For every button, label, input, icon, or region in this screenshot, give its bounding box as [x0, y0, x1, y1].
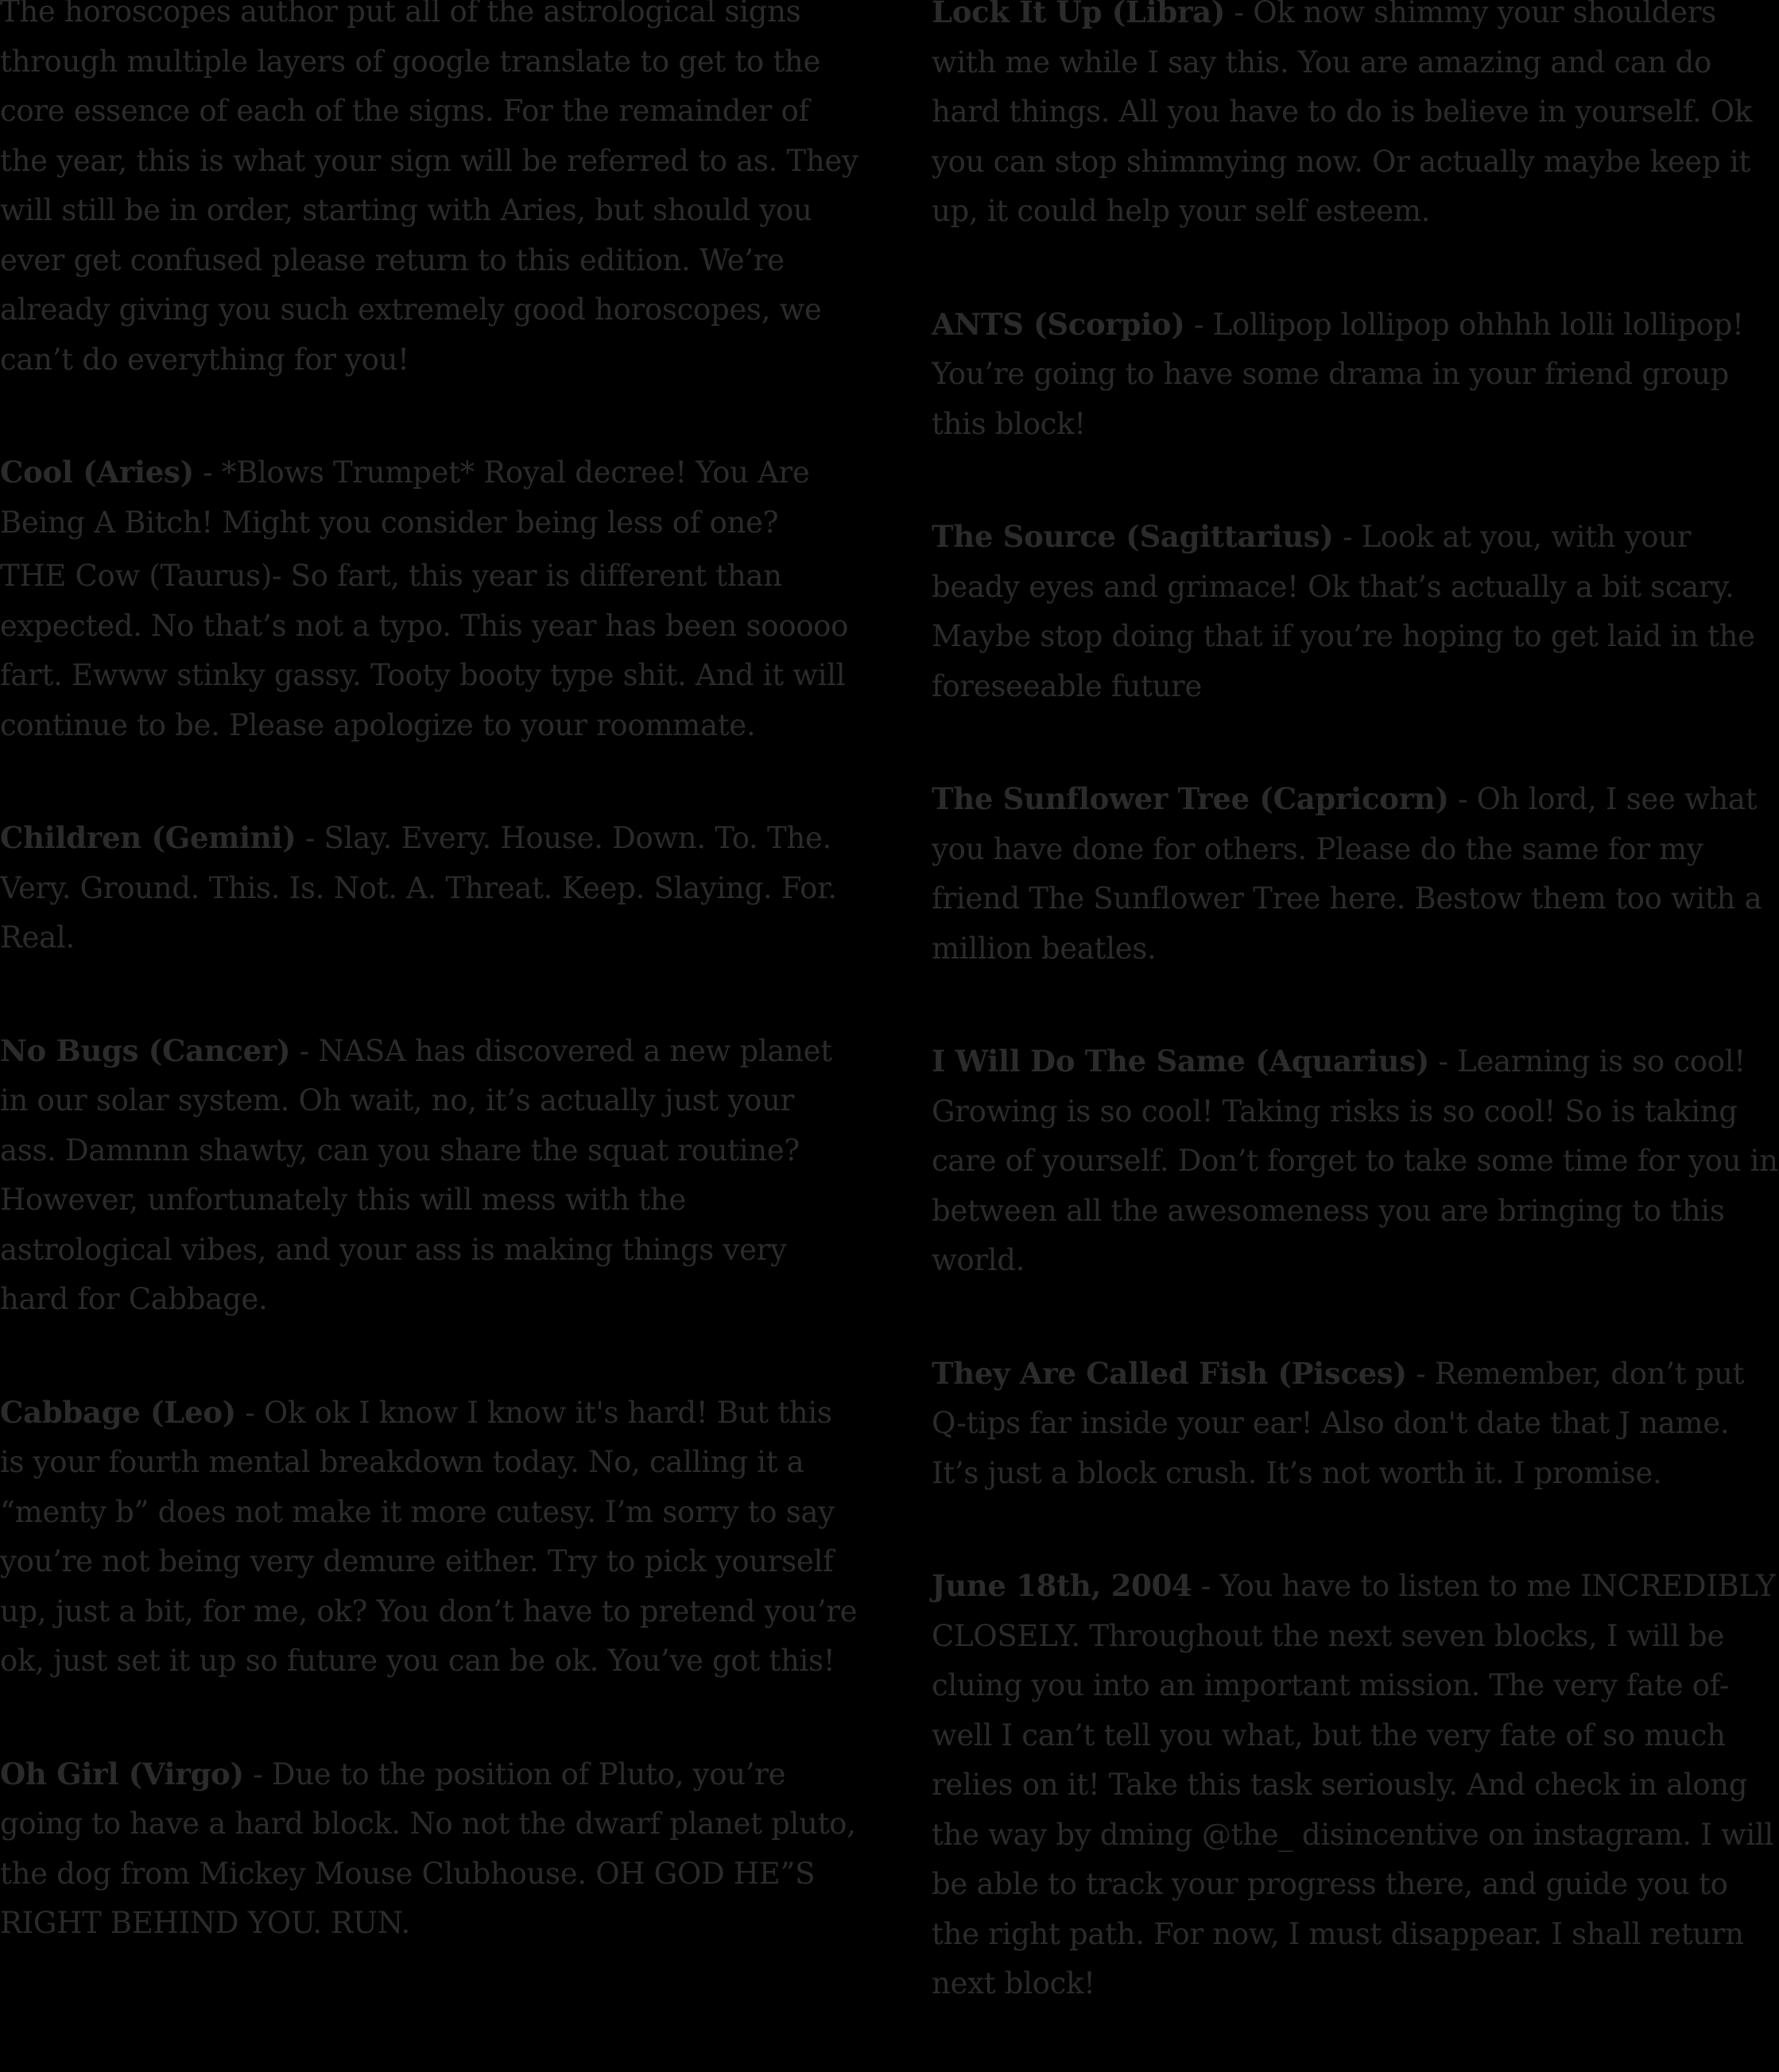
horoscope-taurus	[0, 551, 858, 750]
horoscope-text: - Ok now shimmy your shoulders with me while I say this. You are amazing and can do hard things. All you have to do is believe in yourself. Ok you can stop shimmying now. Or actually maybe keep it up, it could help your self esteem.	[932, 0, 1752, 228]
sign-name: Lock It Up (Libra)	[932, 0, 1226, 29]
horoscope-text: - Remember, don’t put Q-tips far inside your ear! Also don't date that J name. It’s just a block crush. It’s not worth it. I promise.	[932, 1356, 1745, 1490]
right-column	[932, 0, 1779, 2072]
horoscope-text: - Lollipop lollipop ohhhh lolli lollipop! You’re going to have some drama in your friend group this block!	[932, 307, 1744, 441]
horoscope-capricorn	[932, 774, 1779, 974]
horoscope-text: - Slay. Every. House. Down. To. The. Very. Ground. This. Is. Not. A. Threat. Keep. Slaying. For. Real.	[0, 821, 837, 955]
horoscope-leo	[0, 1388, 858, 1687]
horoscope-text: - *Blows Trumpet* Royal decree! You Are Being A Bitch! Might you consider being less of one?	[0, 455, 810, 540]
horoscope-text: - NASA has discovered a new planet in our solar system. Oh wait, no, it’s actually just your ass. Damnnn shawty, can you share the squat routine? However, unfortunately this will mess with the astrological vibes, and your ass is making things very hard for Cabbage.	[0, 1033, 832, 1316]
message-text: - You have to listen to me INCREDIBLY CLOSELY. Throughout the next seven blocks, I will be cluing you into an important mission. The very fate of- well I can’t tell you what, but the very fate of so much relies on it! Take this task seriously. And check in along the way by dming @the_ disincentive on instagram. I will be able to track your progress there, and guide you to the right path. For now, I must disappear. I shall return next block!	[932, 1569, 1776, 2000]
horoscope-text: - Oh lord, I see what you have done for others. Please do the same for my friend The Sunflower Tree here. Bestow them too with a million beatles.	[932, 782, 1762, 966]
sign-name: They Are Called Fish (Pisces)	[932, 1355, 1407, 1391]
horoscope-pisces	[932, 1349, 1779, 1499]
horoscope-aquarius	[932, 1036, 1779, 1286]
sign-name: Children (Gemini)	[0, 820, 296, 855]
sign-name: The Source (Sagittarius)	[932, 519, 1334, 554]
horoscope-text: - Look at you, with your beady eyes and grimace! Ok that’s actually a bit scary. Maybe stop doing that if you’re hoping to get laid in the foreseeable future	[932, 520, 1755, 703]
left-column	[0, 0, 858, 2012]
horoscope-text: THE Cow (Taurus)- So fart, this year is different than expected. No that’s not a typo. This year has been sooooo fart. Ewww stinky gassy. Tooty booty type shit. And it will continue to be. Please apologize to your roommate.	[0, 559, 849, 742]
horoscope-text: - Due to the position of Pluto, you’re going to have a hard block. No not the dwarf planet pluto, the dog from Mickey Mouse Clubhouse. OH GOD HE”S RIGHT BEHIND YOU. RUN.	[0, 1756, 856, 1940]
sign-name: No Bugs (Cancer)	[0, 1032, 291, 1068]
horoscope-gemini	[0, 813, 858, 963]
horoscope-text: - Learning is so cool! Growing is so cool! Taking risks is so cool! So is taking care of yourself. Don’t forget to take some time for you in between all the awesomeness you are bringing to this world.	[932, 1044, 1778, 1277]
sign-name: ANTS (Scorpio)	[932, 306, 1185, 342]
sign-name: Oh Girl (Virgo)	[0, 1756, 244, 1791]
sign-name: The Sunflower Tree (Capricorn)	[932, 781, 1449, 816]
horoscope-sagittarius	[932, 512, 1779, 711]
sign-name: I Will Do The Same (Aquarius)	[932, 1044, 1429, 1079]
message-date: June 18th, 2004	[932, 1568, 1192, 1603]
horoscope-aries	[0, 447, 858, 548]
horoscope-libra	[932, 0, 1779, 237]
sign-name: Cabbage (Leo)	[0, 1394, 236, 1430]
horoscope-scorpio	[932, 300, 1779, 450]
intro-paragraph: The horoscopes author put all of the astrological signs through multiple layers of google translate to get to the core essence of each of the signs. For the remainder of the year, this is what your sign will be referred to as. They will still be in order, starting with Aries, but should you ever get confused please return to this edition. We’re already giving you such extremely good horoscopes, we can’t do everything for you!	[0, 0, 858, 377]
horoscope-virgo	[0, 1749, 858, 1949]
special-message	[932, 1561, 1779, 2009]
sign-name: Cool (Aries)	[0, 455, 194, 490]
horoscope-cancer	[0, 1026, 858, 1325]
horoscope-text: - Ok ok I know I know it's hard! But this is your fourth mental breakdown today. No, calling it a “menty b” does not make it more cutesy. I’m sorry to say you’re not being very demure either. Try to pick yourself up, just a bit, for me, ok? You don’t have to pretend you’re ok, just set it up so future you can be ok. You’ve got this!	[0, 1395, 858, 1678]
